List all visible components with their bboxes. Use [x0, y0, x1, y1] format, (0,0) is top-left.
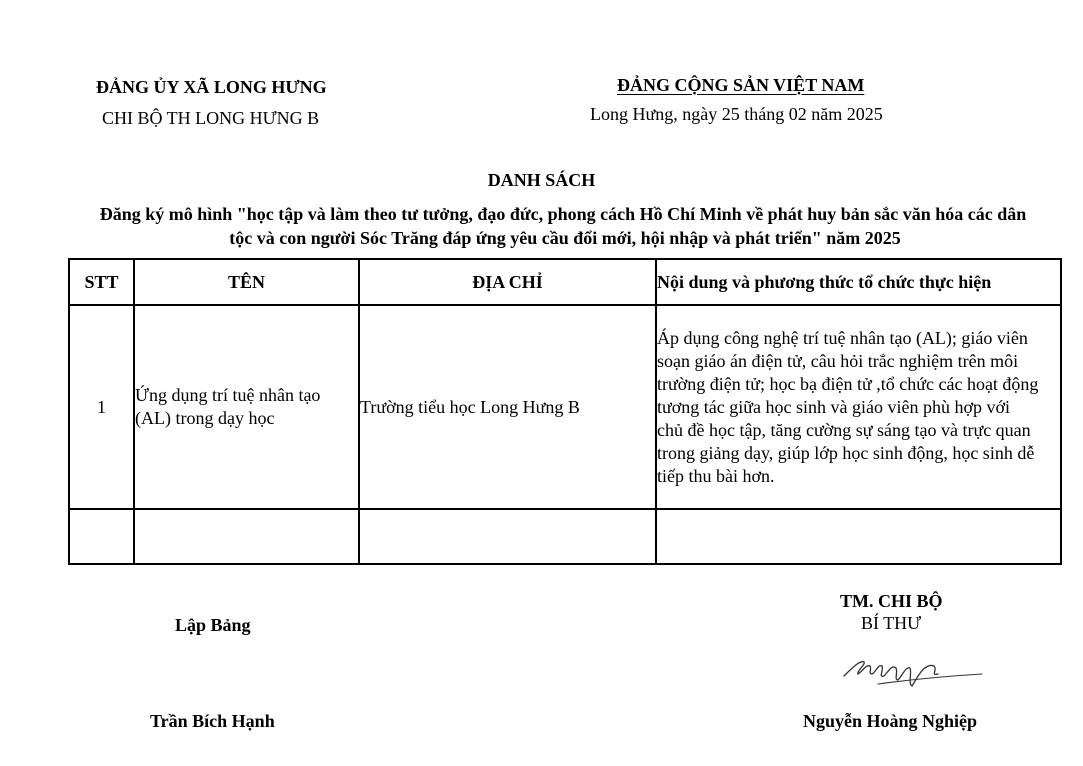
registration-table: [68, 258, 1062, 565]
cell-ten-line2: (AL) trong dạy học: [135, 408, 275, 428]
table-row-empty: [69, 509, 1061, 564]
document-subtitle-line2: tộc và con người Sóc Trăng đáp ứng yêu cầu đổi mới, hội nhập và phát triển" năm 2025: [229, 228, 901, 248]
on-behalf-label: TM. CHI BỘ: [840, 591, 943, 611]
cell-noi-dung: [656, 305, 1061, 509]
prepared-by-label: Lập Bảng: [175, 615, 251, 635]
signature-image: [838, 650, 988, 690]
prepared-by-name: Trần Bích Hạnh: [150, 711, 275, 731]
header-noi-dung: Nội dung và phương thức tổ chức thực hiện: [656, 259, 1061, 305]
cell-ten: [134, 305, 359, 509]
party-name: ĐẢNG CỘNG SẢN VIỆT NAM: [617, 75, 865, 95]
empty-cell-dia-chi: [359, 509, 656, 564]
empty-cell-stt: [69, 509, 134, 564]
cell-noi-dung-text: Áp dụng công nghệ trí tuệ nhân tạo (AL); giáo viên soạn giáo án điện tử, câu hỏi trắc nghiệm trên môi trường điện tử; học bạ điện tử ,tổ chức các hoạt động tương tác giữa học sinh và giáo viên phù hợp với chủ đề học tập, tăng cường sự sáng tạo và trực quan trong giảng dạy, giúp lớp học sinh động, học sinh dễ tiếp thu bài hơn.: [657, 327, 1039, 486]
header-ten: TÊN: [134, 259, 359, 305]
table-row: [69, 305, 1061, 509]
header-dia-chi: ĐỊA CHỈ: [359, 259, 656, 305]
cell-dia-chi: Trường tiểu học Long Hưng B: [359, 305, 656, 509]
place-date: Long Hưng, ngày 25 tháng 02 năm 2025: [590, 104, 883, 124]
header-stt: STT: [69, 259, 134, 305]
signer-name: Nguyễn Hoàng Nghiệp: [803, 711, 978, 731]
org-line2: CHI BỘ TH LONG HƯNG B: [102, 108, 320, 128]
org-line1: ĐẢNG ỦY XÃ LONG HƯNG: [96, 77, 327, 97]
empty-cell-noi-dung: [656, 509, 1061, 564]
document-subtitle-line1: Đăng ký mô hình "học tập và làm theo tư tưởng, đạo đức, phong cách Hồ Chí Minh về phát huy bản sắc văn hóa các dân: [99, 204, 1027, 224]
cell-ten-line1: Ứng dụng trí tuệ nhân tạo: [135, 385, 321, 405]
document-title: DANH SÁCH: [487, 170, 596, 190]
table-header-row: [69, 259, 1061, 305]
cell-stt: 1: [69, 305, 134, 509]
position-label: BÍ THƯ: [861, 613, 922, 633]
empty-cell-ten: [134, 509, 359, 564]
